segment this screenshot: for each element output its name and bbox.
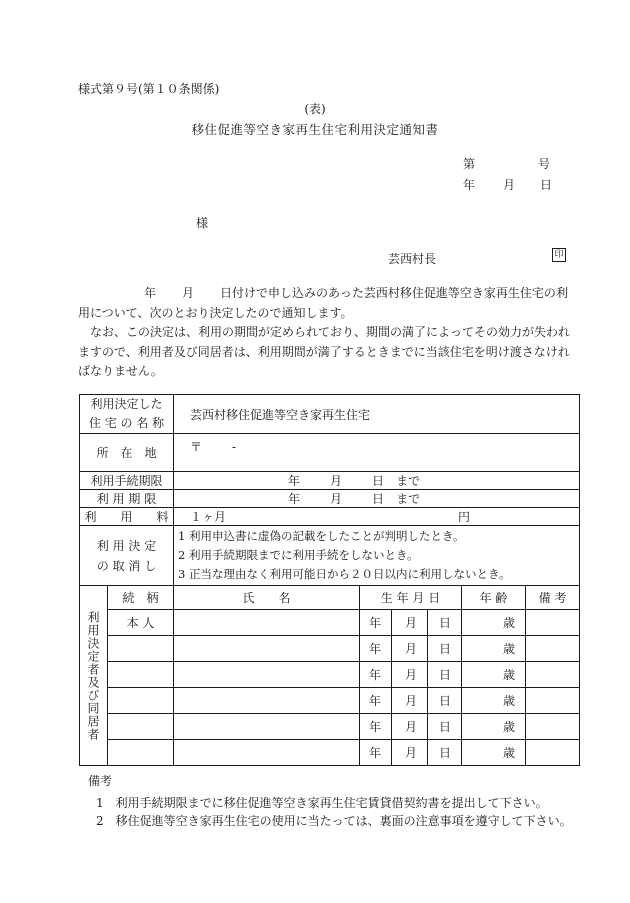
issuer-name: 芸西村長 <box>388 252 437 266</box>
relation-cell[interactable] <box>108 714 174 740</box>
birth-year: 年 <box>360 662 392 688</box>
birth-year: 年 <box>360 688 392 714</box>
procedure-year: 年 <box>288 474 301 488</box>
birth-year: 年 <box>360 740 392 766</box>
remarks-cell[interactable] <box>526 662 580 688</box>
age-unit: 歳 <box>462 688 526 714</box>
procedure-value[interactable] <box>174 472 580 490</box>
period-until: まで <box>396 492 421 506</box>
birth-year: 年 <box>360 636 392 662</box>
number-prefix: 第 <box>463 157 476 171</box>
cancel-label <box>80 526 174 586</box>
fee-value[interactable] <box>174 508 580 526</box>
body-month: 月 <box>182 286 195 300</box>
number-suffix: 号 <box>538 157 551 171</box>
fee-label: 利 用 料 <box>80 508 174 526</box>
name-cell[interactable] <box>174 688 360 714</box>
relation-cell[interactable] <box>108 662 174 688</box>
cancel-conditions <box>174 526 580 586</box>
cancel-label-line1: 利 用 決 定 <box>96 538 157 553</box>
name-cell[interactable] <box>174 662 360 688</box>
cancel-item-1: 1 利用申込書に虚偽の記載をしたことが判明したとき。 <box>178 529 465 543</box>
period-month: 月 <box>330 492 343 506</box>
birth-day: 日 <box>428 740 462 766</box>
name-cell[interactable] <box>174 714 360 740</box>
name-cell[interactable] <box>174 636 360 662</box>
cancel-row <box>80 526 580 586</box>
date-month: 月 <box>503 178 516 192</box>
date-year: 年 <box>463 178 476 192</box>
house-name-row <box>80 395 580 434</box>
remarks-cell[interactable] <box>526 714 580 740</box>
date-day: 日 <box>540 178 553 192</box>
name-cell[interactable] <box>174 740 360 766</box>
fee-row <box>80 508 580 526</box>
house-name-label <box>80 395 174 434</box>
procedure-until: まで <box>396 474 421 488</box>
relation-self: 本 人 <box>108 610 174 636</box>
occupant-row <box>80 636 580 662</box>
recipient-honorific: 様 <box>196 216 209 230</box>
address-label: 所 在 地 <box>80 434 174 472</box>
form-number: 様式第９号(第１０条関係) <box>78 82 220 96</box>
birth-day: 日 <box>428 636 462 662</box>
remarks-cell[interactable] <box>526 610 580 636</box>
period-year: 年 <box>288 492 301 506</box>
birth-month: 月 <box>392 636 428 662</box>
notes-title: 備考 <box>88 774 113 788</box>
occupant-row <box>80 662 580 688</box>
age-unit: 歳 <box>462 714 526 740</box>
period-label: 利 用 期 限 <box>80 490 174 508</box>
col-name: 氏 名 <box>174 586 360 610</box>
body-paragraph-2 <box>78 323 574 382</box>
remarks-cell[interactable] <box>526 636 580 662</box>
occupant-row <box>80 714 580 740</box>
col-relation: 続 柄 <box>108 586 174 610</box>
col-remarks: 備 考 <box>526 586 580 610</box>
house-name-label-line1: 利用決定した <box>90 397 163 411</box>
postal-mark: 〒 <box>190 440 203 454</box>
document-title: 移住促進等空き家再生住宅利用決定通知書 <box>191 122 439 137</box>
birth-day: 日 <box>428 662 462 688</box>
note-item-2: 2 移住促進等空き家再生住宅の使用に当たっては、裏面の注意事項を遵守して下さい。 <box>96 814 572 828</box>
occupant-row <box>80 610 580 636</box>
age-unit: 歳 <box>462 662 526 688</box>
fee-unit: 円 <box>458 510 471 524</box>
seal-stamp: 印 <box>552 248 566 262</box>
remarks-cell[interactable] <box>526 688 580 714</box>
body-paragraph-1 <box>78 284 574 323</box>
body-text-1: 日付けで申し込みのあった芸西村移住促進等空き家再生住宅の利用について、次のとおり決定したので通知します。 <box>78 286 568 320</box>
relation-cell[interactable] <box>108 688 174 714</box>
name-cell[interactable] <box>174 610 360 636</box>
birth-day: 日 <box>428 688 462 714</box>
body-year: 年 <box>144 286 157 300</box>
col-birth: 生 年 月 日 <box>360 586 462 610</box>
decision-table <box>79 394 580 766</box>
birth-month: 月 <box>392 662 428 688</box>
postal-dash: - <box>232 440 237 454</box>
period-day: 日 <box>372 492 385 506</box>
note-item-1: 1 利用手続期限までに移住促進等空き家再生住宅賃貸借契約書を提出して下さい。 <box>96 796 548 810</box>
occupant-row <box>80 688 580 714</box>
age-unit: 歳 <box>462 610 526 636</box>
birth-month: 月 <box>392 714 428 740</box>
side-indicator: (表) <box>304 102 326 116</box>
relation-cell[interactable] <box>108 636 174 662</box>
cancel-label-line2: の 取 消 し <box>96 558 157 573</box>
remarks-cell[interactable] <box>526 740 580 766</box>
birth-day: 日 <box>428 610 462 636</box>
period-value[interactable] <box>174 490 580 508</box>
procedure-row <box>80 472 580 490</box>
birth-month: 月 <box>392 740 428 766</box>
procedure-month: 月 <box>330 474 343 488</box>
procedure-day: 日 <box>372 474 385 488</box>
birth-month: 月 <box>392 688 428 714</box>
house-name-value: 芸西村移住促進等空き家再生住宅 <box>174 395 580 434</box>
period-row <box>80 490 580 508</box>
birth-year: 年 <box>360 610 392 636</box>
body-text-2: なお、この決定は、利用の期間が定められており、期間の満了によってその効力が失われますので、利用者及び同居者は、利用期間が満了するときまでに当該住宅を明け渡さなければなりません。 <box>78 325 571 378</box>
birth-month: 月 <box>392 610 428 636</box>
occupant-vertical-label: 利用決定者及び同居者 <box>80 586 108 766</box>
occupant-header-row <box>80 586 580 610</box>
age-unit: 歳 <box>462 740 526 766</box>
age-unit: 歳 <box>462 636 526 662</box>
col-age: 年 齢 <box>462 586 526 610</box>
occupant-row <box>80 740 580 766</box>
house-name-label-line2: 住 宅 の 名 称 <box>88 416 165 430</box>
address-row <box>80 434 580 472</box>
fee-monthly: １ヶ月 <box>190 510 227 524</box>
procedure-label: 利用手続期限 <box>80 472 174 490</box>
cancel-item-3: 3 正当な理由なく利用可能日から２０日以内に利用しないとき。 <box>178 567 511 581</box>
relation-cell[interactable] <box>108 740 174 766</box>
birth-day: 日 <box>428 714 462 740</box>
birth-year: 年 <box>360 714 392 740</box>
cancel-item-2: 2 利用手続期限までに利用手続をしないとき。 <box>178 548 419 562</box>
address-value[interactable] <box>174 434 580 472</box>
